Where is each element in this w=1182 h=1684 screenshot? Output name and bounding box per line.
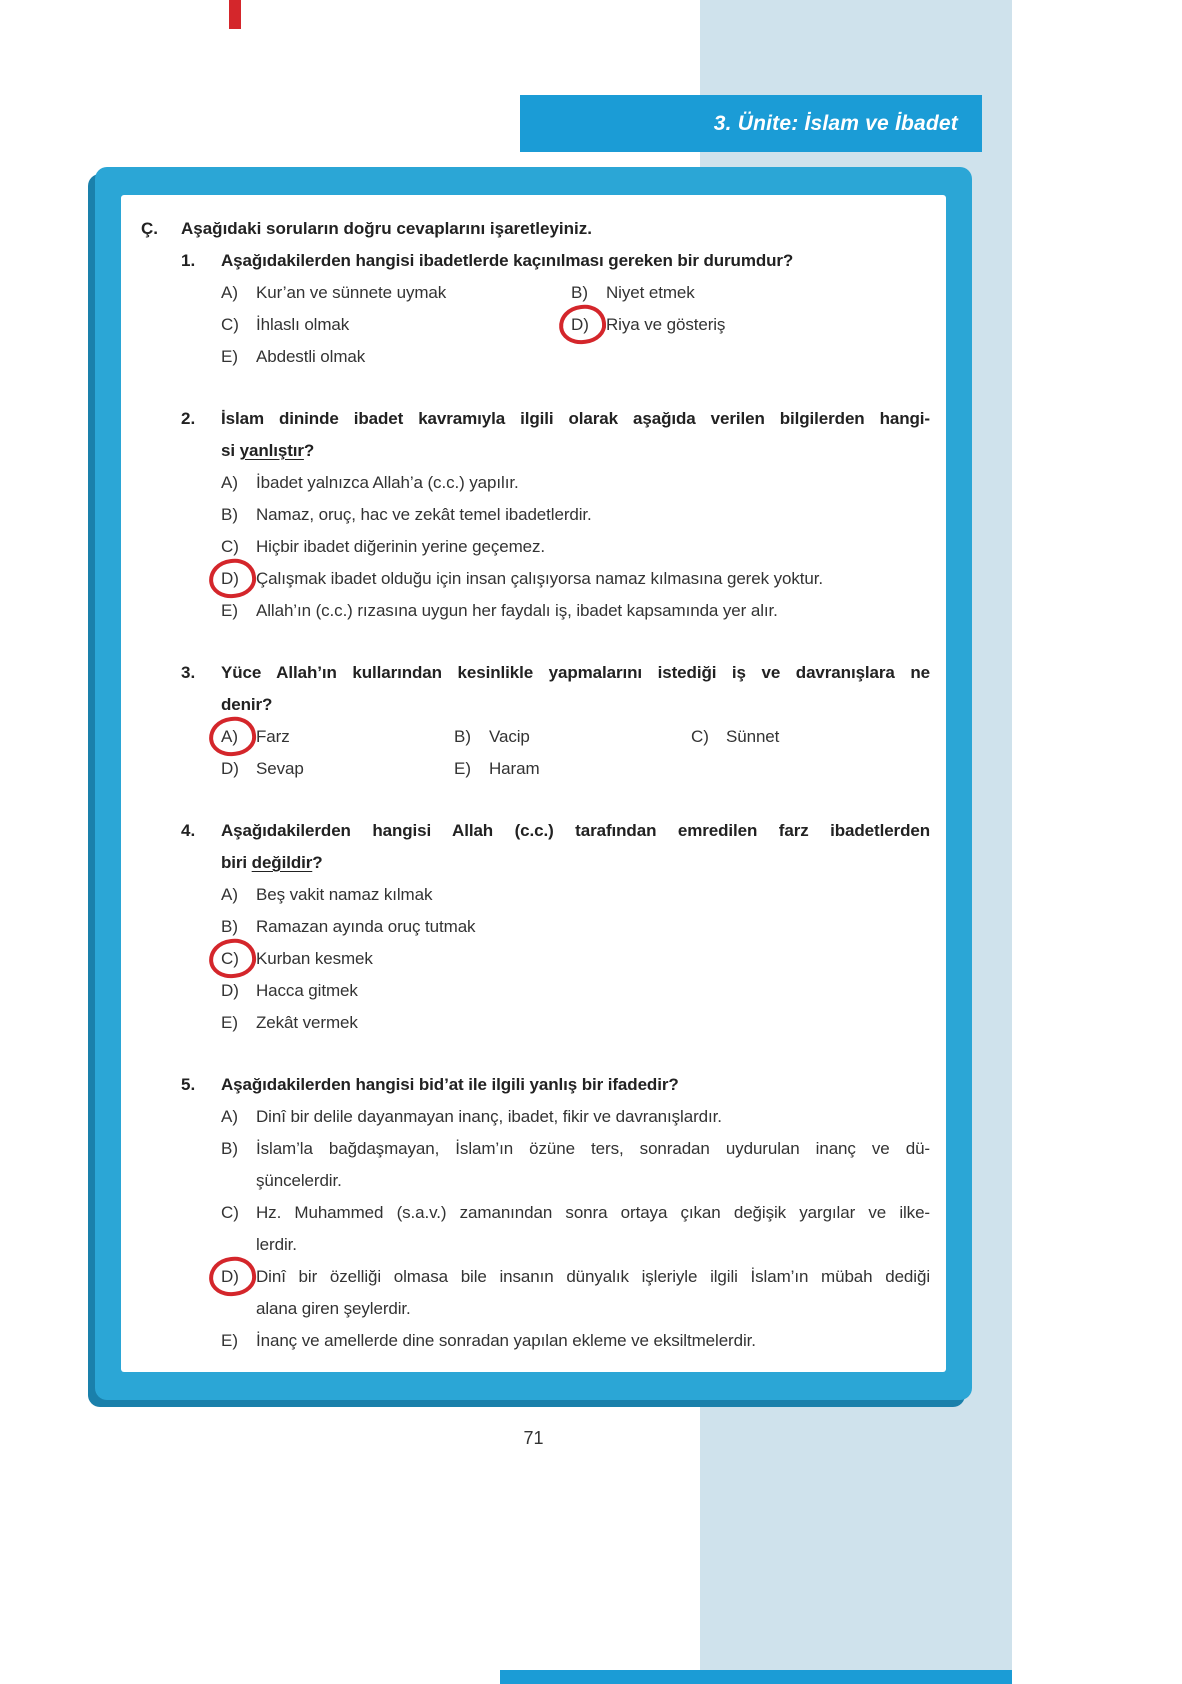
option xyxy=(221,975,930,1007)
text-line: İslam dininde ibadet kavramıyla ilgili olarak aşağıda verilen bilgilerden hangi- xyxy=(221,409,930,428)
option-letter: C) xyxy=(221,315,239,334)
option-cell xyxy=(221,531,930,563)
text-line: Dinî bir özelliği olmasa bile insanın dünyalık işleriyle ilgili İslam’ın mübah dediği xyxy=(256,1267,930,1286)
question xyxy=(141,1069,930,1357)
option-text xyxy=(256,531,930,563)
option-letter: C) xyxy=(221,537,239,556)
option-text xyxy=(256,1133,930,1197)
option-cell xyxy=(571,277,930,309)
text-line: Aşağıdakilerden hangisi bid’at ile ilgili yanlış bir ifadedir? xyxy=(221,1075,679,1094)
option xyxy=(221,721,454,753)
text-line: İslam’la bağdaşmayan, İslam’ın özüne ters, sonradan uydurulan inanç ve dü- xyxy=(256,1139,930,1158)
option-cell xyxy=(221,595,930,627)
option-letter: B) xyxy=(571,283,588,302)
question xyxy=(141,403,930,627)
option-text xyxy=(256,1101,930,1133)
option-cell xyxy=(691,721,930,753)
text-line: İbadet yalnızca Allah’a (c.c.) yapılır. xyxy=(256,473,519,492)
option xyxy=(221,753,454,785)
option-cell xyxy=(221,309,571,341)
question-number: 1. xyxy=(181,251,196,270)
option-text xyxy=(256,975,930,1007)
option xyxy=(221,943,930,975)
option-cell xyxy=(221,943,930,975)
option-text xyxy=(489,753,930,785)
option-letter: E) xyxy=(221,1013,238,1032)
option-letter: D) xyxy=(571,309,606,341)
correct-answer-circle xyxy=(207,557,258,601)
option xyxy=(221,1007,930,1039)
text-line: denir? xyxy=(221,695,273,714)
option-row xyxy=(221,563,930,595)
option xyxy=(221,595,930,627)
option-letter: A) xyxy=(221,721,256,753)
text-line: Ramazan ayında oruç tutmak xyxy=(256,917,476,936)
option-letter: C) xyxy=(221,943,256,975)
option-letter: A) xyxy=(221,1107,238,1126)
option-cell xyxy=(221,1261,930,1325)
option-text xyxy=(256,499,930,531)
question-text xyxy=(221,815,930,879)
question xyxy=(141,245,930,373)
option-cell xyxy=(221,1325,930,1357)
option-letter: D) xyxy=(221,563,256,595)
option-row xyxy=(221,1261,930,1325)
option-cell xyxy=(221,341,930,373)
text-line: Dinî bir delile dayanmayan inanç, ibadet, fikir ve davranışlardır. xyxy=(256,1107,722,1126)
option-text xyxy=(256,1007,930,1039)
question-number: 2. xyxy=(181,409,196,428)
red-edge-mark xyxy=(229,0,241,29)
text-line: Allah’ın (c.c.) rızasına uygun her faydalı iş, ibadet kapsamında yer alır. xyxy=(256,601,778,620)
text-line: Zekât vermek xyxy=(256,1013,358,1032)
option xyxy=(571,309,930,341)
option xyxy=(221,499,930,531)
option-cell xyxy=(454,721,691,753)
option-text xyxy=(726,721,930,753)
text-line: Hacca gitmek xyxy=(256,981,358,1000)
option xyxy=(571,277,930,309)
questions-list xyxy=(141,245,930,1357)
text-line: Hz. Muhammed (s.a.v.) zamanından sonra ortaya çıkan değişik yargılar ve ilke- xyxy=(256,1203,930,1222)
text-line: Farz xyxy=(256,727,290,746)
text-line: Haram xyxy=(489,759,540,778)
question-options xyxy=(221,277,930,373)
option xyxy=(221,563,930,595)
option-letter: B) xyxy=(221,505,238,524)
question-number: 4. xyxy=(181,821,196,840)
section-instruction: Aşağıdaki soruların doğru cevaplarını işaretleyiniz. xyxy=(181,219,592,238)
option xyxy=(221,531,930,563)
unit-header-bar xyxy=(520,95,982,152)
option-row xyxy=(221,1007,930,1039)
question-head xyxy=(181,245,930,277)
text-line: Hiçbir ibadet diğerinin yerine geçemez. xyxy=(256,537,546,556)
text-line: si yanlıştır? xyxy=(221,441,315,460)
question-text xyxy=(221,403,930,467)
option-text xyxy=(606,277,930,309)
option-letter: C) xyxy=(221,1203,239,1222)
option-letter: E) xyxy=(221,347,238,366)
question-text xyxy=(221,657,930,721)
page-number: 71 xyxy=(523,1428,544,1448)
option-letter: A) xyxy=(221,283,238,302)
option-cell xyxy=(221,1007,930,1039)
option-cell xyxy=(221,721,454,753)
question-number: 5. xyxy=(181,1075,196,1094)
option-letter: E) xyxy=(454,759,471,778)
text-line: Kur’an ve sünnete uymak xyxy=(256,283,447,302)
text-line: biri değildir? xyxy=(221,853,323,872)
option-row xyxy=(221,309,930,341)
text-line: Abdestli olmak xyxy=(256,347,366,366)
option xyxy=(221,1197,930,1261)
option xyxy=(221,467,930,499)
text-line: alana giren şeylerdir. xyxy=(256,1299,411,1318)
option-row xyxy=(221,341,930,373)
option-text xyxy=(256,341,930,373)
text-line: Yüce Allah’ın kullarından kesinlikle yapmalarını istediği iş ve davranışlara ne xyxy=(221,663,930,682)
quiz-panel xyxy=(95,167,972,1400)
option-row xyxy=(221,531,930,563)
quiz-panel-inner xyxy=(121,195,946,1372)
option-cell xyxy=(221,753,454,785)
option-letter: B) xyxy=(221,1139,238,1158)
option-text xyxy=(256,277,571,309)
section-label: Ç. xyxy=(141,219,158,238)
option-text xyxy=(256,879,930,911)
option-row xyxy=(221,975,930,1007)
option-cell xyxy=(221,911,930,943)
option xyxy=(454,721,691,753)
text-line: Kurban kesmek xyxy=(256,949,373,968)
option-cell xyxy=(571,309,930,341)
option-text xyxy=(256,595,930,627)
option-letter: C) xyxy=(691,727,709,746)
option-cell xyxy=(221,975,930,1007)
question-options xyxy=(221,721,930,785)
option xyxy=(221,1133,930,1197)
option xyxy=(221,1325,930,1357)
option xyxy=(454,753,930,785)
text-line: Aşağıdakilerden hangisi ibadetlerde kaçınılması gereken bir durumdur? xyxy=(221,251,794,270)
text-line: şüncelerdir. xyxy=(256,1171,342,1190)
question-head xyxy=(181,657,930,721)
option-row xyxy=(221,911,930,943)
option-row xyxy=(221,753,930,785)
question-options xyxy=(221,879,930,1039)
option-cell xyxy=(221,1197,930,1261)
option-cell xyxy=(221,563,930,595)
option-text xyxy=(256,1261,930,1325)
question-number: 3. xyxy=(181,663,196,682)
option-letter: D) xyxy=(221,759,239,778)
bottom-page-strip xyxy=(500,1670,1012,1684)
text-line: Vacip xyxy=(489,727,530,746)
option-letter: A) xyxy=(221,473,238,492)
option-row xyxy=(221,1197,930,1261)
text-line: İnanç ve amellerde dine sonradan yapılan ekleme ve eksiltmelerdir. xyxy=(256,1331,756,1350)
option-letter: B) xyxy=(221,917,238,936)
option xyxy=(221,1101,930,1133)
option-letter: E) xyxy=(221,601,238,620)
question-options xyxy=(221,467,930,627)
option xyxy=(221,277,571,309)
option-row xyxy=(221,879,930,911)
option-row xyxy=(221,1101,930,1133)
option-letter: D) xyxy=(221,1261,256,1325)
option-letter: A) xyxy=(221,885,238,904)
text-line: lerdir. xyxy=(256,1235,297,1254)
option-row xyxy=(221,499,930,531)
text-line: Sünnet xyxy=(726,727,780,746)
option-text xyxy=(606,309,930,341)
option-row xyxy=(221,467,930,499)
option-row xyxy=(221,1133,930,1197)
question-head xyxy=(181,1069,930,1101)
question xyxy=(141,815,930,1039)
option-letter: B) xyxy=(454,727,471,746)
option-text xyxy=(256,309,571,341)
section-heading xyxy=(141,213,930,245)
text-line: Namaz, oruç, hac ve zekât temel ibadetlerdir. xyxy=(256,505,592,524)
text-line: İhlaslı olmak xyxy=(256,315,350,334)
question-text xyxy=(221,245,930,277)
option-cell xyxy=(221,499,930,531)
option xyxy=(691,721,930,753)
question-head xyxy=(181,815,930,879)
text-line: Sevap xyxy=(256,759,304,778)
option-row xyxy=(221,1325,930,1357)
correct-answer-circle xyxy=(207,715,258,759)
option-text xyxy=(256,1325,930,1357)
option-text xyxy=(256,943,930,975)
question-text xyxy=(221,1069,930,1101)
option-cell xyxy=(221,879,930,911)
option xyxy=(221,309,571,341)
option-text xyxy=(256,911,930,943)
correct-answer-circle xyxy=(207,1255,258,1299)
option xyxy=(221,341,930,373)
option xyxy=(221,1261,930,1325)
option-cell xyxy=(221,467,930,499)
option-row xyxy=(221,943,930,975)
option-letter: E) xyxy=(221,1331,238,1350)
unit-title: 3. Ünite: İslam ve İbadet xyxy=(713,111,958,135)
question-options xyxy=(221,1101,930,1357)
correct-answer-circle xyxy=(207,937,258,981)
text-line: Çalışmak ibadet olduğu için insan çalışıyorsa namaz kılmasına gerek yoktur. xyxy=(256,569,823,588)
option-row xyxy=(221,595,930,627)
option-text xyxy=(256,467,930,499)
text-line: Aşağıdakilerden hangisi Allah (c.c.) tarafından emredilen farz ibadetlerden xyxy=(221,821,930,840)
option-text xyxy=(256,753,454,785)
option-text xyxy=(256,563,930,595)
text-line: Riya ve gösteriş xyxy=(606,315,726,334)
option-text xyxy=(256,1197,930,1261)
option xyxy=(221,879,930,911)
option-cell xyxy=(221,1101,930,1133)
question-head xyxy=(181,403,930,467)
question xyxy=(141,657,930,785)
option-cell xyxy=(221,277,571,309)
option-text xyxy=(256,721,454,753)
option-row xyxy=(221,721,930,753)
option xyxy=(221,911,930,943)
option-letter: D) xyxy=(221,981,239,1000)
option-text xyxy=(489,721,691,753)
option-cell xyxy=(454,753,930,785)
option-cell xyxy=(221,1133,930,1197)
text-line: Beş vakit namaz kılmak xyxy=(256,885,433,904)
option-row xyxy=(221,277,930,309)
text-line: Niyet etmek xyxy=(606,283,695,302)
